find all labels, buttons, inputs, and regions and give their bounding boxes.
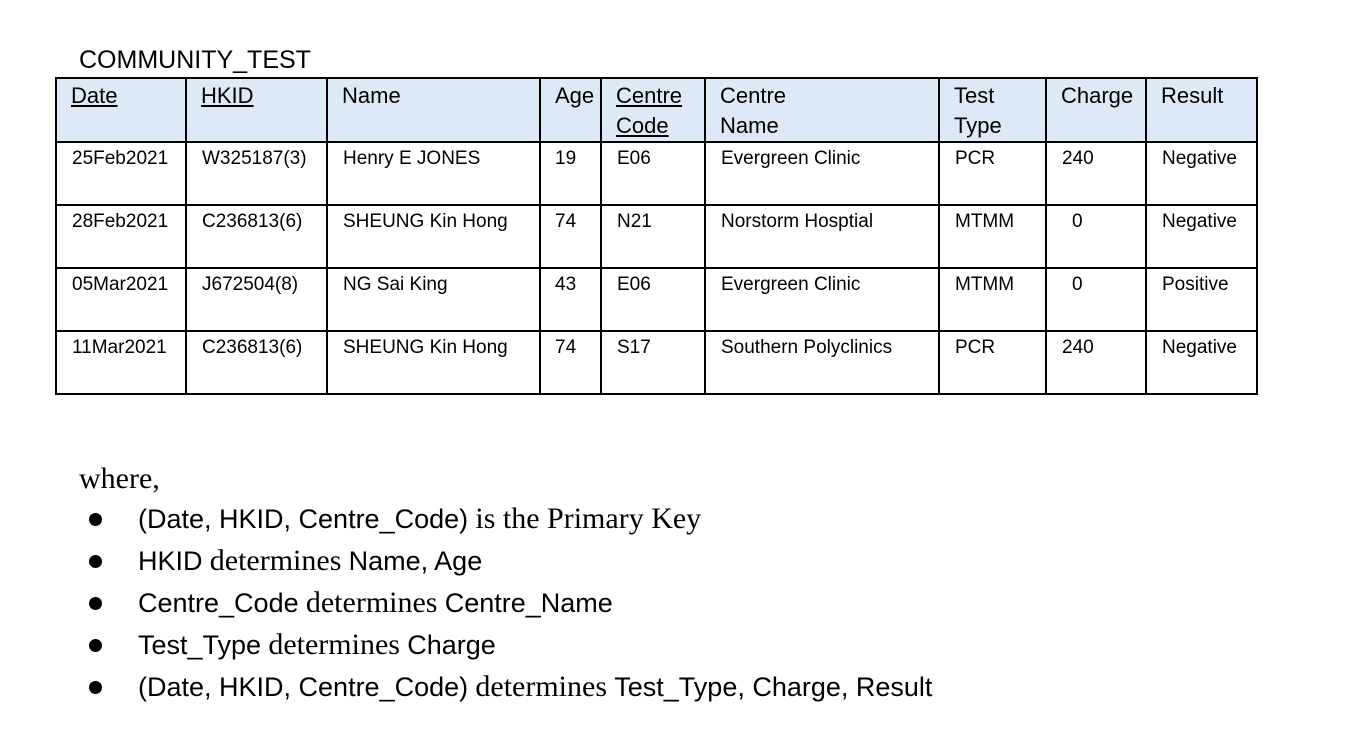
- dependency-verb: determines: [475, 670, 608, 703]
- dependency-verb: determines: [305, 586, 438, 619]
- cell-result: Negative: [1146, 331, 1257, 394]
- dependency-list: [79, 500, 932, 710]
- cell-centre-code: N21: [601, 205, 705, 268]
- cell-name: Henry E JONES: [327, 142, 540, 205]
- community-test-table: [55, 77, 1258, 395]
- table-header-row: [56, 78, 1257, 142]
- cell-result: Positive: [1146, 268, 1257, 331]
- column-header-label: Age: [555, 83, 595, 108]
- cell-date: 25Feb2021: [56, 142, 186, 205]
- cell-charge: 240: [1046, 331, 1146, 394]
- cell-age: 43: [540, 268, 601, 331]
- cell-centre-name: Evergreen Clinic: [705, 142, 939, 205]
- column-header-centre-name: [705, 78, 939, 142]
- bullet-icon: [89, 639, 102, 652]
- cell-test-type: PCR: [939, 331, 1046, 394]
- cell-charge: 0: [1046, 205, 1146, 268]
- column-header-hkid: [186, 78, 327, 142]
- column-header-label: Name: [342, 83, 401, 108]
- table-title: COMMUNITY_TEST: [79, 46, 311, 74]
- column-header-date: [56, 78, 186, 142]
- bullet-icon: [89, 681, 102, 694]
- dependency-subject: HKID: [138, 546, 203, 576]
- cell-centre-name: Norstorm Hosptial: [705, 205, 939, 268]
- dependency-subject: (Date, HKID, Centre_Code): [138, 504, 469, 534]
- cell-age: 74: [540, 331, 601, 394]
- cell-centre-name: Southern Polyclinics: [705, 331, 939, 394]
- bullet-icon: [89, 597, 102, 610]
- column-header-age: [540, 78, 601, 142]
- column-header-centre-code: [601, 78, 705, 142]
- cell-test-type: PCR: [939, 142, 1046, 205]
- list-item: [79, 542, 932, 584]
- cell-hkid: C236813(6): [186, 205, 327, 268]
- cell-centre-code: E06: [601, 142, 705, 205]
- cell-hkid: C236813(6): [186, 331, 327, 394]
- cell-centre-code: E06: [601, 268, 705, 331]
- column-header-name: [327, 78, 540, 142]
- cell-charge: 240: [1046, 142, 1146, 205]
- cell-age: 19: [540, 142, 601, 205]
- dependency-verb: determines: [209, 544, 342, 577]
- bullet-icon: [89, 513, 102, 526]
- cell-name: SHEUNG Kin Hong: [327, 205, 540, 268]
- column-header-test-type: [939, 78, 1046, 142]
- dependency-verb: determines: [268, 628, 400, 661]
- column-header-label: Centre Name: [720, 83, 787, 138]
- cell-name: NG Sai King: [327, 268, 540, 331]
- column-header-label: Charge: [1061, 83, 1134, 108]
- table-row: [56, 268, 1257, 331]
- cell-name: SHEUNG Kin Hong: [327, 331, 540, 394]
- cell-test-type: MTMM: [939, 205, 1046, 268]
- cell-hkid: J672504(8): [186, 268, 327, 331]
- table-row: [56, 205, 1257, 268]
- table-row: [56, 331, 1257, 394]
- column-header-label: Result: [1161, 83, 1224, 108]
- column-header-result: [1146, 78, 1257, 142]
- list-item: [79, 584, 932, 626]
- dependency-object: Test_Type, Charge, Result: [614, 672, 933, 702]
- table-row: [56, 142, 1257, 205]
- notes-intro: where,: [79, 462, 160, 495]
- dependency-object: Name, Age: [348, 546, 483, 576]
- cell-date: 11Mar2021: [56, 331, 186, 394]
- column-header-label: Test Type: [954, 83, 1002, 138]
- list-item: [79, 626, 932, 668]
- bullet-icon: [89, 555, 102, 568]
- cell-age: 74: [540, 205, 601, 268]
- column-header-label: Centre Code: [616, 83, 683, 138]
- cell-hkid: W325187(3): [186, 142, 327, 205]
- cell-date: 05Mar2021: [56, 268, 186, 331]
- cell-centre-code: S17: [601, 331, 705, 394]
- cell-centre-name: Evergreen Clinic: [705, 268, 939, 331]
- dependency-subject: Centre_Code: [138, 588, 299, 618]
- list-item: [79, 500, 932, 542]
- cell-date: 28Feb2021: [56, 205, 186, 268]
- list-item: [79, 668, 932, 710]
- cell-test-type: MTMM: [939, 268, 1046, 331]
- dependency-verb: is the Primary Key: [475, 502, 702, 535]
- dependency-subject: (Date, HKID, Centre_Code): [138, 672, 469, 702]
- column-header-charge: [1046, 78, 1146, 142]
- dependency-subject: Test_Type: [138, 630, 262, 660]
- cell-result: Negative: [1146, 205, 1257, 268]
- cell-charge: 0: [1046, 268, 1146, 331]
- column-header-label: Date: [71, 83, 118, 108]
- cell-result: Negative: [1146, 142, 1257, 205]
- dependency-object: Centre_Name: [444, 588, 613, 618]
- column-header-label: HKID: [201, 83, 254, 108]
- dependency-object: Charge: [407, 630, 496, 660]
